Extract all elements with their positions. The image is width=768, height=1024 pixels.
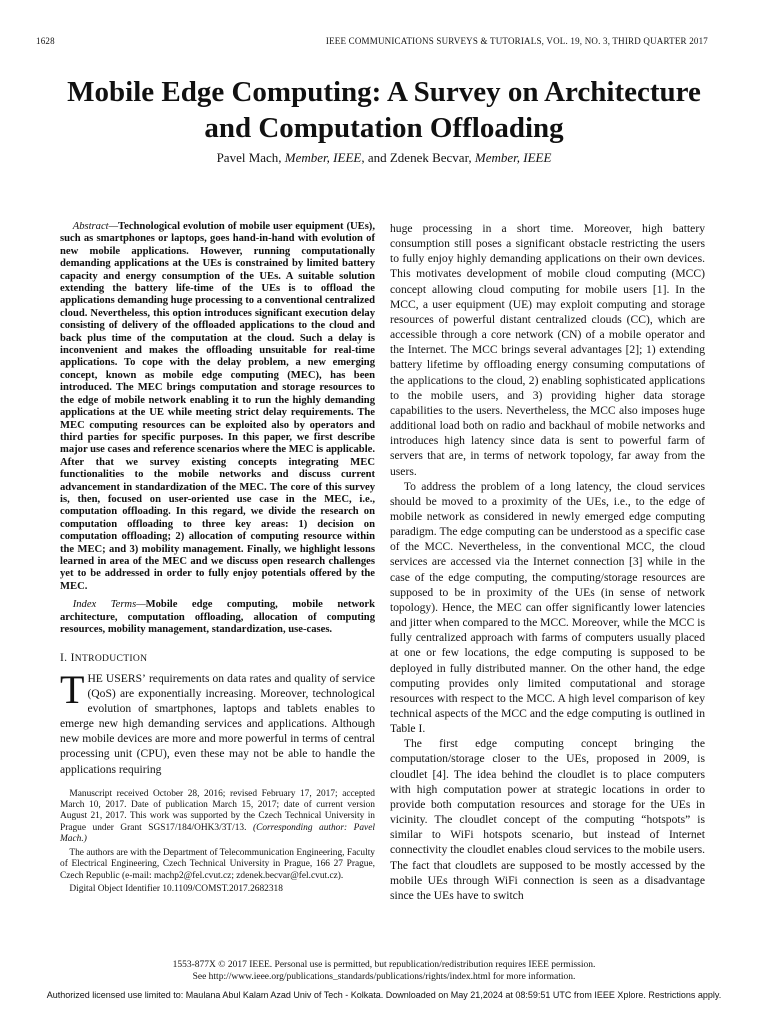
abstract [60,221,375,593]
title-line-1: Mobile Edge Computing: A Survey on Architecture [67,76,701,108]
section-number: I. [60,651,68,665]
drop-cap: T [60,666,85,712]
index-terms-text: Mobile edge computing, mobile network architecture, computation offloading, allocation of computing resources, mobility management, standardization, use-cases. [60,599,375,635]
paper-title [30,74,738,146]
footnote-corresponding: (Corresponding author: Pavel Mach.) [60,822,375,845]
section-title-rest: NTRODUCTION [74,653,148,665]
section-heading [60,650,375,666]
footnote-received: Manuscript received October 28, 2016; revised February 17, 2017; accepted March 10, 2017. Date of publication March 15, 2017; date of current version August 21, 2017. This work was supported by the Czech Technical University in Prague under Grant SGS17/184/OHK3/3T/13. (Corresponding author: Pavel Mach.) [60,788,375,845]
author-conjunction: , and [361,150,387,165]
author-list [30,150,738,166]
page-number: 1628 [36,36,55,46]
copyright-line-2: See http://www.ieee.org/publications_standards/publications/rights/index.html for more information. [192,972,576,982]
abstract-label: Abstract— [72,221,119,232]
right-column [390,221,705,903]
author-1-membership: Member, IEEE [284,150,362,165]
intro-first-word: HE USERS’ [87,671,146,685]
journal-header: IEEE COMMUNICATIONS SURVEYS & TUTORIALS, VOL. 19, NO. 3, THIRD QUARTER 2017 [325,36,708,46]
section-title-initial: I [70,651,75,665]
body-paragraph-2: To address the problem of a long latency, the cloud services should be moved to a proximity of the UEs, i.e., to the edge of mobile network as considered in newly emerged edge computing paradigm. The edge computing can be understood as a specific case of the MCC. Nevertheless, in the conventional MCC, the cloud services are accessed via the Internet connection [3] while in the case of the edge computing, the computing/storage resources are supposed to be in proximity of the UEs (in sense of network topology). Hence, the MEC can offer significantly lower latencies and jitter when compared to the MCC. Moreover, while the MCC is fully centralized approach with farms of computers usually placed at one or few locations, the edge computing is supposed to be deployed in fully distributed manner. On the other hand, the edge computing provides only limited computational and storage resources with respect to the MCC. A high level comparison of key technical aspects of the MCC and the edge computing is outlined in Table I. [390,479,705,736]
abstract-text: Technological evolution of mobile user equipment (UEs), such as smartphones or laptops, goes hand-in-hand with evolution of new mobile applications. However, running computationally demanding applications at the UEs is constrained by limited battery capacity and energy consumption of the UEs. A suitable solution extending the battery life-time of the UEs is to offload the applications demanding huge processing to a conventional centralized cloud. Nevertheless, this option introduces significant execution delay consisting of delivery of the offloaded applications to the cloud and back plus time of the computation at the cloud. Such a delay is inconvenient and makes the offloading unsuitable for real-time applications. To cope with the delay problem, a new emerging concept, known as mobile edge computing (MEC), has been introduced. The MEC brings computation and storage resources to the edge of mobile network enabling it to run the highly demanding applications at the UE while meeting strict delay requirements. The MEC computing resources can be exploited also by operators and third parties for specific purposes. In this paper, we first describe major use cases and reference scenarios where the MEC is applicable. After that we survey existing concepts integrating MEC functionalities to the mobile networks and discuss current advancement in standardization of the MEC. The core of this survey is, then, focused on user-oriented use case in the MEC, i.e., computation offloading. In this regard, we divide the research on computation offloading to three key areas: 1) decision on computation offloading; 2) allocation of computing resource within the MEC; and 3) mobility management. Finally, we highlight lessons learned in area of the MEC and we discuss open research challenges yet to be addressed in order to fully enjoy potentials offered by the MEC. [60,221,375,592]
body-paragraph-3: The first edge computing concept bringing the computation/storage closer to the UEs, proposed in 2009, is cloudlet [4]. The idea behind the cloudlet is to place computers with high computation power at strategic locations in order to provide both computation resources and storage for the UEs in vicinity. The cloudlet concept of the computing “hotspots” is similar to WiFi hotspots scenario, but instead of Internet connectivity the cloudlet enables cloud services to the mobile users. The fact that cloudlets are supposed to be mostly accessed by the mobile UEs through WiFi connection is seen as a disadvantage since the UEs have to switch [390,737,705,902]
intro-text: requirements on data rates and quality of service (QoS) are exponentially increasing. Moreover, technological evolution of smartphones, laptops and tablets enables to emerge new high demanding services and applications. Although new mobile devices are more and more powerful in terms of central processing unit (CPU), even these may not be able to handle the applications requiring [60,671,375,776]
index-terms-label: Index Terms— [72,599,146,611]
authorized-use-notice: Authorized licensed use limited to: Maulana Abul Kalam Azad Univ of Tech - Kolkata. Downloaded on May 21,2024 at 08:59:51 UTC from IEEE Xplore. Restrictions apply. [46,990,722,1000]
left-column [60,221,375,897]
footnote-affiliation: The authors are with the Department of Telecommunication Engineering, Faculty of Electrical Engineering, Czech Technical University in Prague, 166 27 Prague, Czech Republic (e-mail: machp2@fel.cvut.cz; zdenek.becvar@fel.cvut.cz). [60,847,375,881]
index-terms [60,599,375,636]
author-2-membership: Member, IEEE [474,150,552,165]
intro-paragraph [60,666,375,777]
body-paragraph-1: huge processing in a short time. Moreover, high battery consumption still poses a significant obstacle restricting the users to fully enjoy highly demanding applications on their own devices. This motivates development of mobile cloud computing (MCC) concept allowing cloud computing for mobile users [1]. In the MCC, a user equipment (UE) may exploit computing and storage resources of powerful distant centralized clouds (CC), which are accessible through a core network (CN) of a mobile operator and the Internet. The MCC brings several advantages [2]; 1) extending battery lifetime by offloading energy consuming computations of the applications to the cloud, 2) enabling sophisticated applications to the mobile users, and 3) providing higher data storage capabilities to the users. Nevertheless, the MCC also imposes huge additional load both on radio and backhaul of mobile networks and introduces high latency since data is sent to powerful farm of servers that are, in terms of network topology, far away from the users. [390,222,705,478]
author-1: Pavel Mach, [216,150,282,165]
copyright-notice [0,959,768,983]
footnote [60,789,375,896]
footnote-doi: Digital Object Identifier 10.1109/COMST.2017.2682318 [69,883,283,894]
author-2: Zdenek Becvar, [389,150,472,165]
copyright-line-1: 1553-877X © 2017 IEEE. Personal use is permitted, but republication/redistribution requires IEEE permission. [172,960,596,970]
title-line-2: and Computation Offloading [204,112,564,144]
